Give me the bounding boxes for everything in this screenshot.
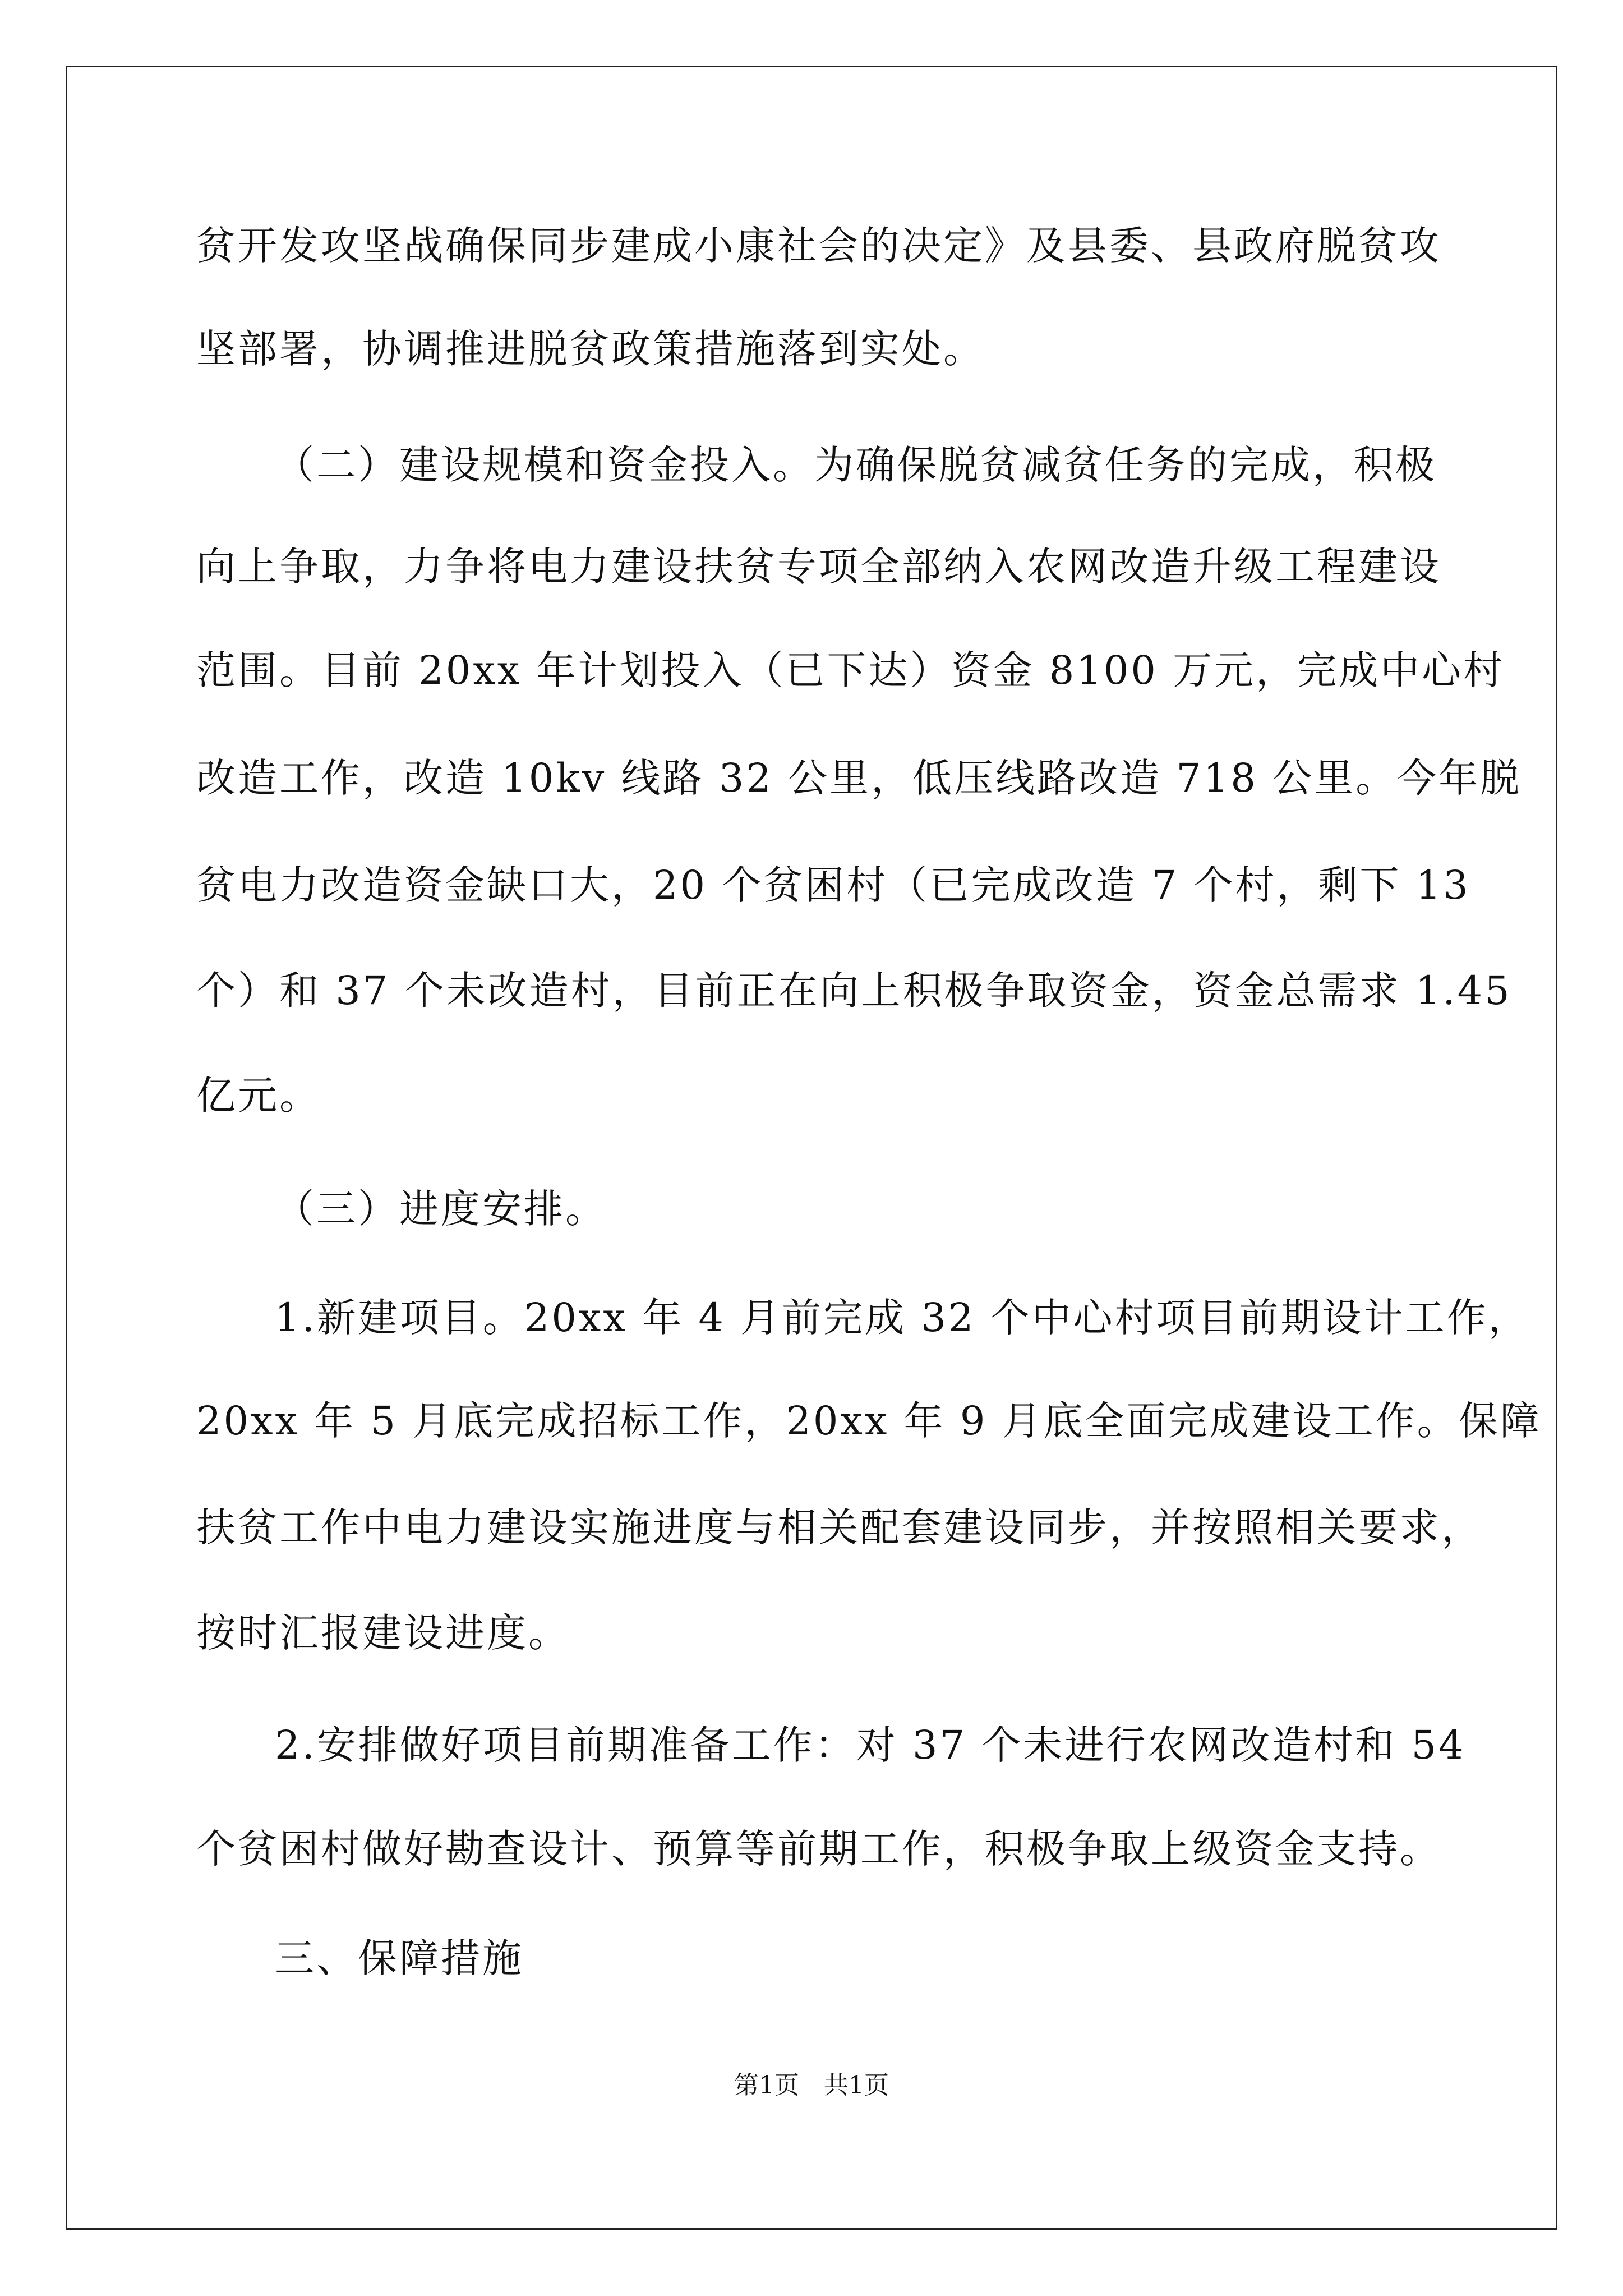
text-line: 个）和 37 个未改造村，目前正在向上积极争取资金，资金总需求 1.45 xyxy=(196,968,1512,1014)
text-line: （二）建设规模和资金投入。为确保脱贫减贫任务的完成，积极 xyxy=(275,442,1437,488)
page-number: 第1页 共1页 xyxy=(734,2071,889,2100)
text-line: 1.新建项目。20xx 年 4 月前完成 32 个中心村项目前期设计工作， xyxy=(275,1295,1530,1341)
text-line: 范围。目前 20xx 年计划投入（已下达）资金 8100 万元，完成中心村 xyxy=(196,647,1505,693)
text-line: 个贫困村做好勘查设计、预算等前期工作，积极争取上级资金支持。 xyxy=(196,1826,1441,1872)
text-line: 三、保障措施 xyxy=(275,1935,524,1981)
text-line: 按时汇报建设进度。 xyxy=(196,1610,570,1656)
page-border xyxy=(66,66,1557,2230)
text-line: 贫开发攻坚战确保同步建成小康社会的决定》及县委、县政府脱贫攻 xyxy=(196,223,1441,269)
text-line: 20xx 年 5 月底完成招标工作，20xx 年 9 月底全面完成建设工作。保障 xyxy=(196,1398,1542,1444)
text-line: 坚部署，协调推进脱贫政策措施落到实处。 xyxy=(196,326,985,372)
text-line: （三）进度安排。 xyxy=(275,1186,607,1232)
text-line: 改造工作，改造 10kv 线路 32 公里，低压线路改造 718 公里。今年脱 xyxy=(196,755,1522,801)
text-line: 扶贫工作中电力建设实施进度与相关配套建设同步，并按照相关要求， xyxy=(196,1504,1483,1550)
text-line: 亿元。 xyxy=(196,1073,321,1119)
text-line: 2.安排做好项目前期准备工作：对 37 个未进行农网改造村和 54 xyxy=(275,1722,1466,1768)
text-line: 向上争取，力争将电力建设扶贫专项全部纳入农网改造升级工程建设 xyxy=(196,544,1441,590)
text-line: 贫电力改造资金缺口大，20 个贫困村（已完成改造 7 个村，剩下 13 xyxy=(196,862,1470,908)
